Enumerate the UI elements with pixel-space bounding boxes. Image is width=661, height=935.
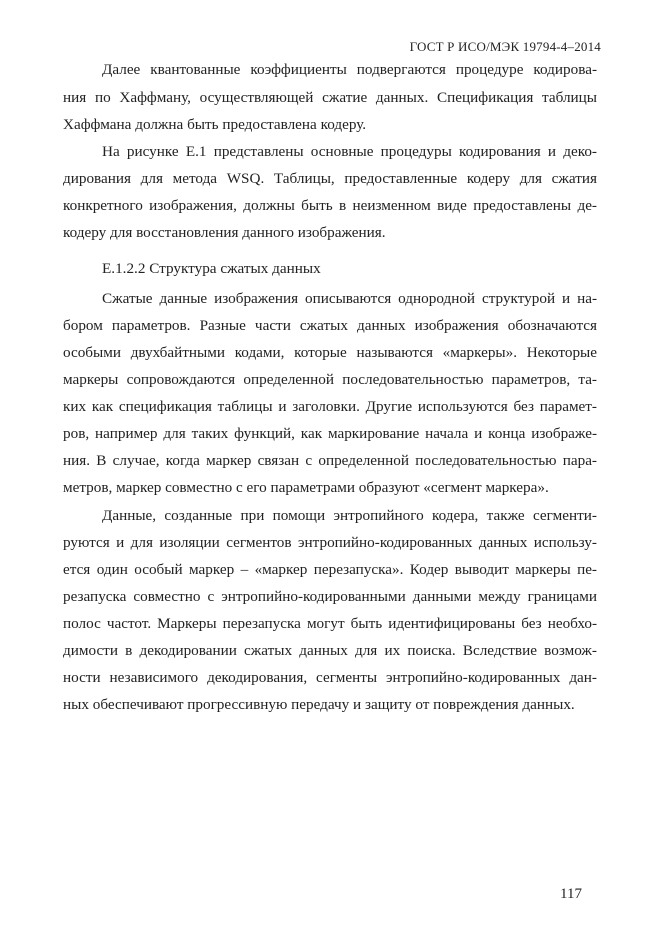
- text-line: кодеру для восстановления данного изображения.: [63, 224, 386, 241]
- text-line: руются и для изоляции сегментов энтропийно-кодированных данных использу-: [63, 534, 597, 551]
- text-line: полос частот. Маркеры перезапуска могут быть идентифицированы без необхо-: [63, 615, 597, 632]
- text-line: метров, маркер совместно с его параметрами образуют «сегмент маркера».: [63, 479, 549, 496]
- text-line: резапуска совместно с энтропийно-кодированными данными между границами: [63, 588, 597, 605]
- text-line: конкретного изображения, должны быть в неизменном виде предоставлены де-: [63, 197, 597, 214]
- text-line: Сжатые данные изображения описываются однородной структурой и на-: [102, 290, 597, 307]
- text-line: бором параметров. Разные части сжатых данных изображения обозначаются: [63, 317, 597, 334]
- text-line: ется один особый маркер – «маркер перезапуска». Кодер выводит маркеры пе-: [63, 561, 597, 578]
- text-line: димости в декодировании сжатых данных для их поиска. Вследствие возмож-: [63, 642, 597, 659]
- text-line: На рисунке Е.1 представлены основные процедуры кодирования и деко-: [102, 143, 597, 160]
- text-line: маркеры сопровождаются определенной последовательностью параметров, та-: [63, 371, 597, 388]
- text-line: ния по Хаффману, осуществляющей сжатие данных. Спецификация таблицы: [63, 89, 597, 106]
- text-line: ких как спецификация таблицы и заголовки. Другие используются без парамет-: [63, 398, 597, 415]
- text-line: Далее квантованные коэффициенты подвергаются процедуре кодирова-: [102, 61, 597, 78]
- text-line: особыми двухбайтными кодами, которые называются «маркеры». Некоторые: [63, 344, 597, 361]
- text-line: ния. В случае, когда маркер связан с определенной последовательностью пара-: [63, 452, 597, 469]
- text-line: ности независимого декодирования, сегменты энтропийно-кодированных дан-: [63, 669, 597, 686]
- text-line: Данные, созданные при помощи энтропийного кодера, также сегменти-: [102, 507, 597, 524]
- text-line: ров, например для таких функций, как маркирование начала и конца изображе-: [63, 425, 597, 442]
- page-number: 117: [560, 886, 582, 902]
- text-line: дирования для метода WSQ. Таблицы, предоставленные кодеру для сжатия: [63, 170, 597, 187]
- section-heading: Е.1.2.2 Структура сжатых данных: [102, 260, 321, 277]
- standard-header: ГОСТ Р ИСО/МЭК 19794-4–2014: [409, 39, 601, 54]
- text-line: Хаффмана должна быть предоставлена кодеру.: [63, 116, 367, 133]
- text-line: ных обеспечивают прогрессивную передачу и защиту от повреждения данных.: [63, 696, 575, 713]
